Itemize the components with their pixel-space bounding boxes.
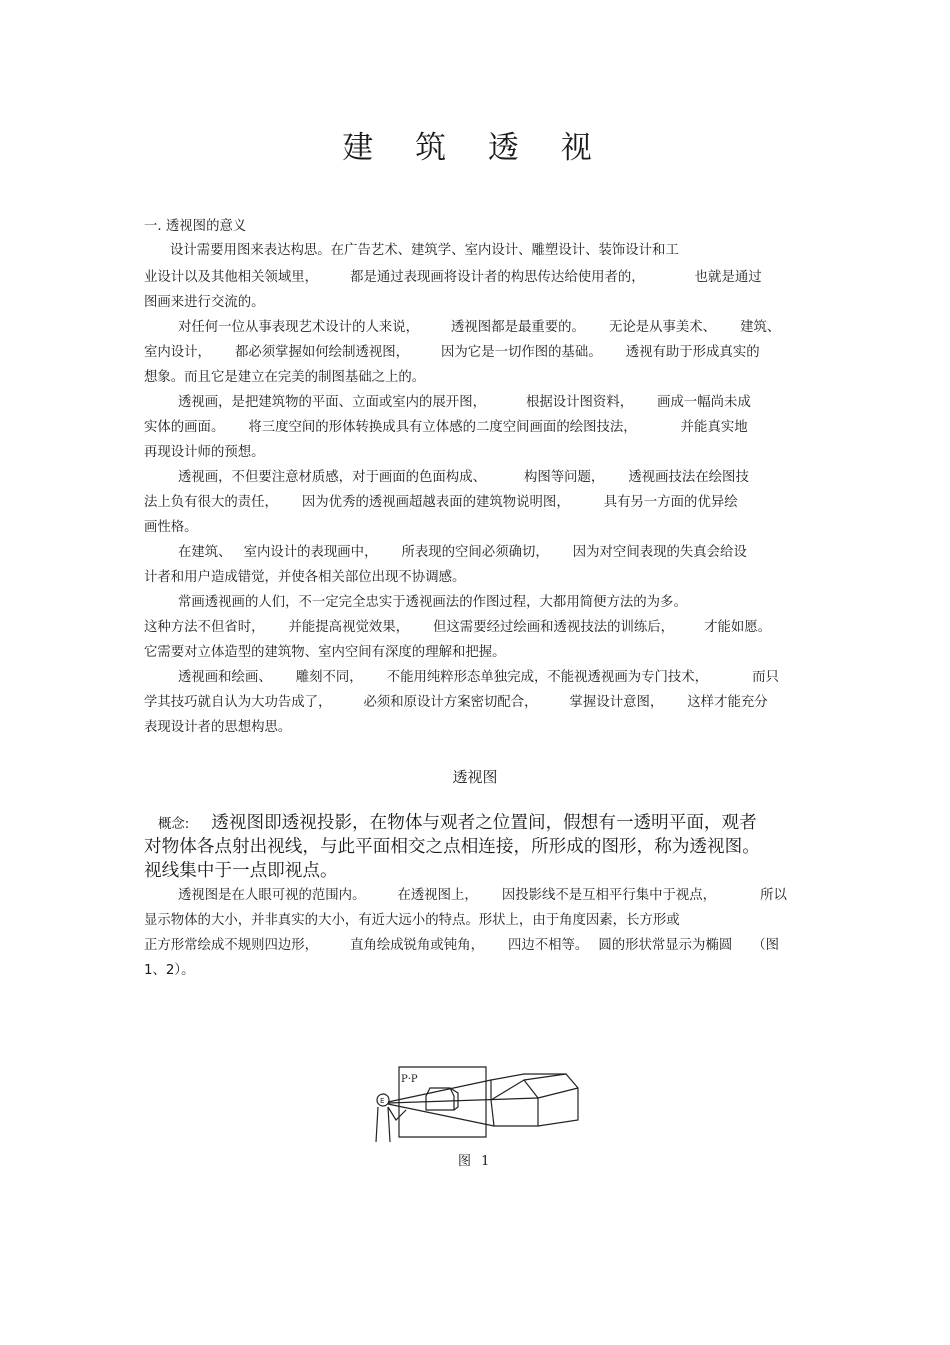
pp-label: P·P (401, 1074, 418, 1085)
paragraph-line: 画性格。 (144, 520, 198, 535)
paragraph-line: 再现设计师的预想。 (144, 445, 265, 460)
paragraph-line: 常画透视画的人们，不一定完全忠实于透视画法的作图过程，大都用简便方法的为多。 (178, 595, 687, 610)
concept-label: 概念: (158, 817, 190, 832)
paragraph-line: 透视图是在人眼可视的范围内。 在透视图上， 因投影线不是互相平行集中于视点， 所以 (178, 888, 787, 903)
paragraph-line: 透视画，是把建筑物的平面、立面或室内的展开图， 根据设计图资料， 画成一幅尚未成 (178, 395, 751, 410)
paragraph-line: 室内设计， 都必须掌握如何绘制透视图， 因为它是一切作图的基础。 透视有助于形成真实的 (144, 345, 760, 360)
paragraph-line: 法上负有很大的责任， 因为优秀的透视画超越表面的建筑物说明图， 具有另一方面的优异绘 (144, 495, 738, 510)
paragraph-line: 业设计以及其他相关领域里， 都是通过表现画将设计者的构思传达给使用者的， 也就是通过 (144, 270, 762, 285)
paragraph-line: 这种方法不但省时， 并能提高视觉效果， 但这需要经过绘画和透视技法的训练后， 才能如愿。 (144, 620, 772, 635)
paragraph-line: 1、2）。 (144, 963, 195, 978)
paragraph-line: 表现设计者的思想构思。 (144, 720, 292, 735)
concept-line: 概念: 透视图即透视投影，在物体与观者之位置间，假想有一透明平面，观者 (158, 813, 757, 833)
eye-label: E (380, 1097, 385, 1105)
perspective-figure (366, 1060, 580, 1144)
page-title: 建 筑 透 视 (342, 130, 608, 166)
paragraph-line: 在建筑、 室内设计的表现画中， 所表现的空间必须确切， 因为对空间表现的失真会给设 (178, 545, 747, 560)
concept-line: 对物体各点射出视线，与此平面相交之点相连接，所形成的图形，称为透视图。 (144, 837, 760, 857)
paragraph-line: 正方形常绘成不规则四边形， 直角绘成锐角或钝角， 四边不相等。 圆的形状常显示为椭圆 （图 (144, 938, 780, 953)
paragraph-line: 计者和用户造成错觉，并使各相关部位出现不协调感。 (144, 570, 466, 585)
paragraph-line: 图画来进行交流的。 (144, 295, 265, 310)
paragraph-line: 透视画，不但要注意材质感，对于画面的色面构成、 构图等问题， 透视画技法在绘图技 (178, 470, 749, 485)
figure-caption: 图 1 (458, 1154, 493, 1169)
paragraph-line: 设计需要用图来表达构思。在广告艺术、建筑学、室内设计、雕塑设计、装饰设计和工 (170, 243, 679, 258)
paragraph-line: 想象。而且它是建立在完美的制图基础之上的。 (144, 370, 426, 385)
paragraph-line: 透视画和绘画、 雕刻不同， 不能用纯粹形态单独完成，不能视透视画为专门技术， 而只 (178, 670, 779, 685)
paragraph-line: 对任何一位从事表现艺术设计的人来说， 透视图都是最重要的。 无论是从事美术、 建筑、 (178, 320, 781, 335)
paragraph-line: 实体的画面。 将三度空间的形体转换成具有立体感的二度空间画面的绘图技法， 并能真实地 (144, 420, 748, 435)
section-heading: 透视图 (452, 768, 498, 786)
paragraph-line: 它需要对立体造型的建筑物、室内空间有深度的理解和把握。 (144, 645, 506, 660)
paragraph-line: 学其技巧就自认为大功告成了， 必须和原设计方案密切配合， 掌握设计意图， 这样才能充分 (144, 695, 768, 710)
concept-line: 视线集中于一点即视点。 (144, 861, 338, 881)
section-heading: 一. 透视图的意义 (144, 219, 247, 234)
large-house (491, 1074, 578, 1126)
paragraph-line: 显示物体的大小，并非真实的大小，有近大远小的特点。形状上，由于角度因素，长方形或 (144, 913, 680, 928)
